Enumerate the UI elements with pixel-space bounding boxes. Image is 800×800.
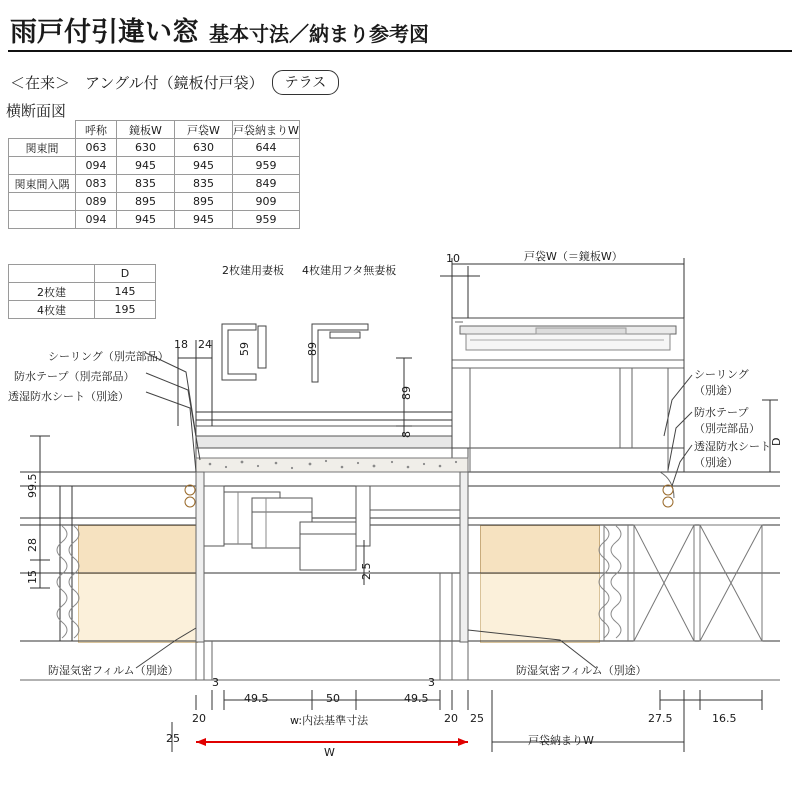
dim-right-d: D <box>770 437 783 446</box>
table-group-cell <box>9 193 76 211</box>
terrace-pill: テラス <box>272 70 340 95</box>
table-header-cell: 呼称 <box>76 121 117 139</box>
table-group-cell <box>9 211 76 229</box>
dim-left-995: 99.5 <box>26 473 39 498</box>
table-row <box>9 193 300 211</box>
table-cell: 849 <box>233 175 300 193</box>
table-row <box>9 157 300 175</box>
label-tobukuro-osamari: 戸袋納まりW <box>528 734 594 747</box>
section-label: 横断面図 <box>6 102 67 120</box>
label-vapor-film-right: 防湿気密フィルム（別途） <box>516 664 647 677</box>
label-moisture-sheet-right-sub: （別途） <box>694 456 738 469</box>
table-group-cell <box>9 157 76 175</box>
label-w-note: w:内法基準寸法 <box>290 714 369 727</box>
dim-w: W <box>324 746 335 759</box>
title-divider <box>8 50 792 52</box>
table-cell: 644 <box>233 139 300 157</box>
dim-left-15: 15 <box>26 570 39 584</box>
dim-bottom-20b: 20 <box>444 712 458 725</box>
dim-bottom-495a: 49.5 <box>244 692 269 705</box>
label-sealing-left: シーリング（別売部品） <box>48 350 169 363</box>
table-row <box>9 211 300 229</box>
table-cell: 145 <box>95 283 156 301</box>
table-cell: 835 <box>117 175 175 193</box>
table-cell: 089 <box>76 193 117 211</box>
label-waterproof-tape-right: 防水テープ <box>694 406 749 419</box>
label-tsumaita-4: 4枚建用フタ無妻板 <box>302 264 397 277</box>
table-group-cell: 関東間 <box>9 139 76 157</box>
table-label-cell: 2枚建 <box>9 283 95 301</box>
table-cell: 945 <box>175 211 233 229</box>
spec-table <box>8 120 300 229</box>
dim-bottom-3a: 3 <box>212 676 219 689</box>
label-moisture-sheet-right: 透湿防水シート <box>694 440 771 453</box>
page-title-main: 雨戸付引違い窓 <box>10 17 199 48</box>
label-sealing-right: シーリング <box>694 368 749 381</box>
dim-bottom-25b: 25 <box>166 732 180 745</box>
dim-bottom-3b: 3 <box>428 676 435 689</box>
table-cell: 945 <box>117 211 175 229</box>
dim-bottom-50: 50 <box>326 692 340 705</box>
label-tobukuro-top: 戸袋W（＝鏡板W） <box>524 250 623 263</box>
label-moisture-sheet-left: 透湿防水シート（別途） <box>8 390 129 403</box>
table-cell: 909 <box>233 193 300 211</box>
dim-top-10: 10 <box>446 252 460 265</box>
table-cell: 895 <box>117 193 175 211</box>
dim-tsumaita-4: 89 <box>306 342 319 356</box>
dim-tsumaita-2: 59 <box>238 342 251 356</box>
dim-left-28: 28 <box>26 538 39 552</box>
label-tsumaita-2: 2枚建用妻板 <box>222 264 284 277</box>
table-cell: 094 <box>76 211 117 229</box>
table-cell: 630 <box>117 139 175 157</box>
dim-left-18: 18 <box>174 338 188 351</box>
table-row <box>9 175 300 193</box>
table-row <box>9 139 300 157</box>
label-waterproof-tape-right-sub: （別売部品） <box>694 422 760 435</box>
label-sealing-right-sub: （別途） <box>694 384 738 397</box>
table-header-cell: 鏡板W <box>117 121 175 139</box>
dim-inner-89: 89 <box>400 386 413 400</box>
dim-mid-25: 2.5 <box>360 562 373 580</box>
dim-bottom-275: 27.5 <box>648 712 673 725</box>
dim-bottom-25a: 25 <box>470 712 484 725</box>
table-label-cell: 4枚建 <box>9 301 95 319</box>
dim-bottom-495b: 49.5 <box>404 692 429 705</box>
dim-inner-8: 8 <box>400 431 413 438</box>
dim-left-24: 24 <box>198 338 212 351</box>
table-cell: 630 <box>175 139 233 157</box>
page-title-sub: 基本寸法／納まり参考図 <box>209 22 429 46</box>
table-cell: 959 <box>233 157 300 175</box>
dim-bottom-20a: 20 <box>192 712 206 725</box>
dim-bottom-165: 16.5 <box>712 712 737 725</box>
table-header-cell: D <box>95 265 156 283</box>
table-cell: 945 <box>175 157 233 175</box>
page-title <box>10 10 429 49</box>
table-cell: 094 <box>76 157 117 175</box>
table-cell: 083 <box>76 175 117 193</box>
table-cell: 195 <box>95 301 156 319</box>
label-waterproof-tape-left: 防水テープ（別売部品） <box>14 370 135 383</box>
table-cell: 835 <box>175 175 233 193</box>
table-group-cell: 関東間入隅 <box>9 175 76 193</box>
label-vapor-film-left: 防湿気密フィルム（別途） <box>48 664 179 677</box>
spec-tagline <box>10 70 339 95</box>
dimension-lines <box>0 240 800 800</box>
table-cell: 895 <box>175 193 233 211</box>
table-cell: 063 <box>76 139 117 157</box>
table-cell: 945 <box>117 157 175 175</box>
table-header-cell: 戸袋W <box>175 121 233 139</box>
spec-tagline-text: ＜在来＞ アングル付（鏡板付戸袋） <box>10 74 264 92</box>
cross-section-drawing <box>0 240 800 800</box>
table-cell: 959 <box>233 211 300 229</box>
table-corner-cell <box>9 121 76 139</box>
table-header-cell: 戸袋納まりW <box>233 121 300 139</box>
table-header-row <box>9 121 300 139</box>
